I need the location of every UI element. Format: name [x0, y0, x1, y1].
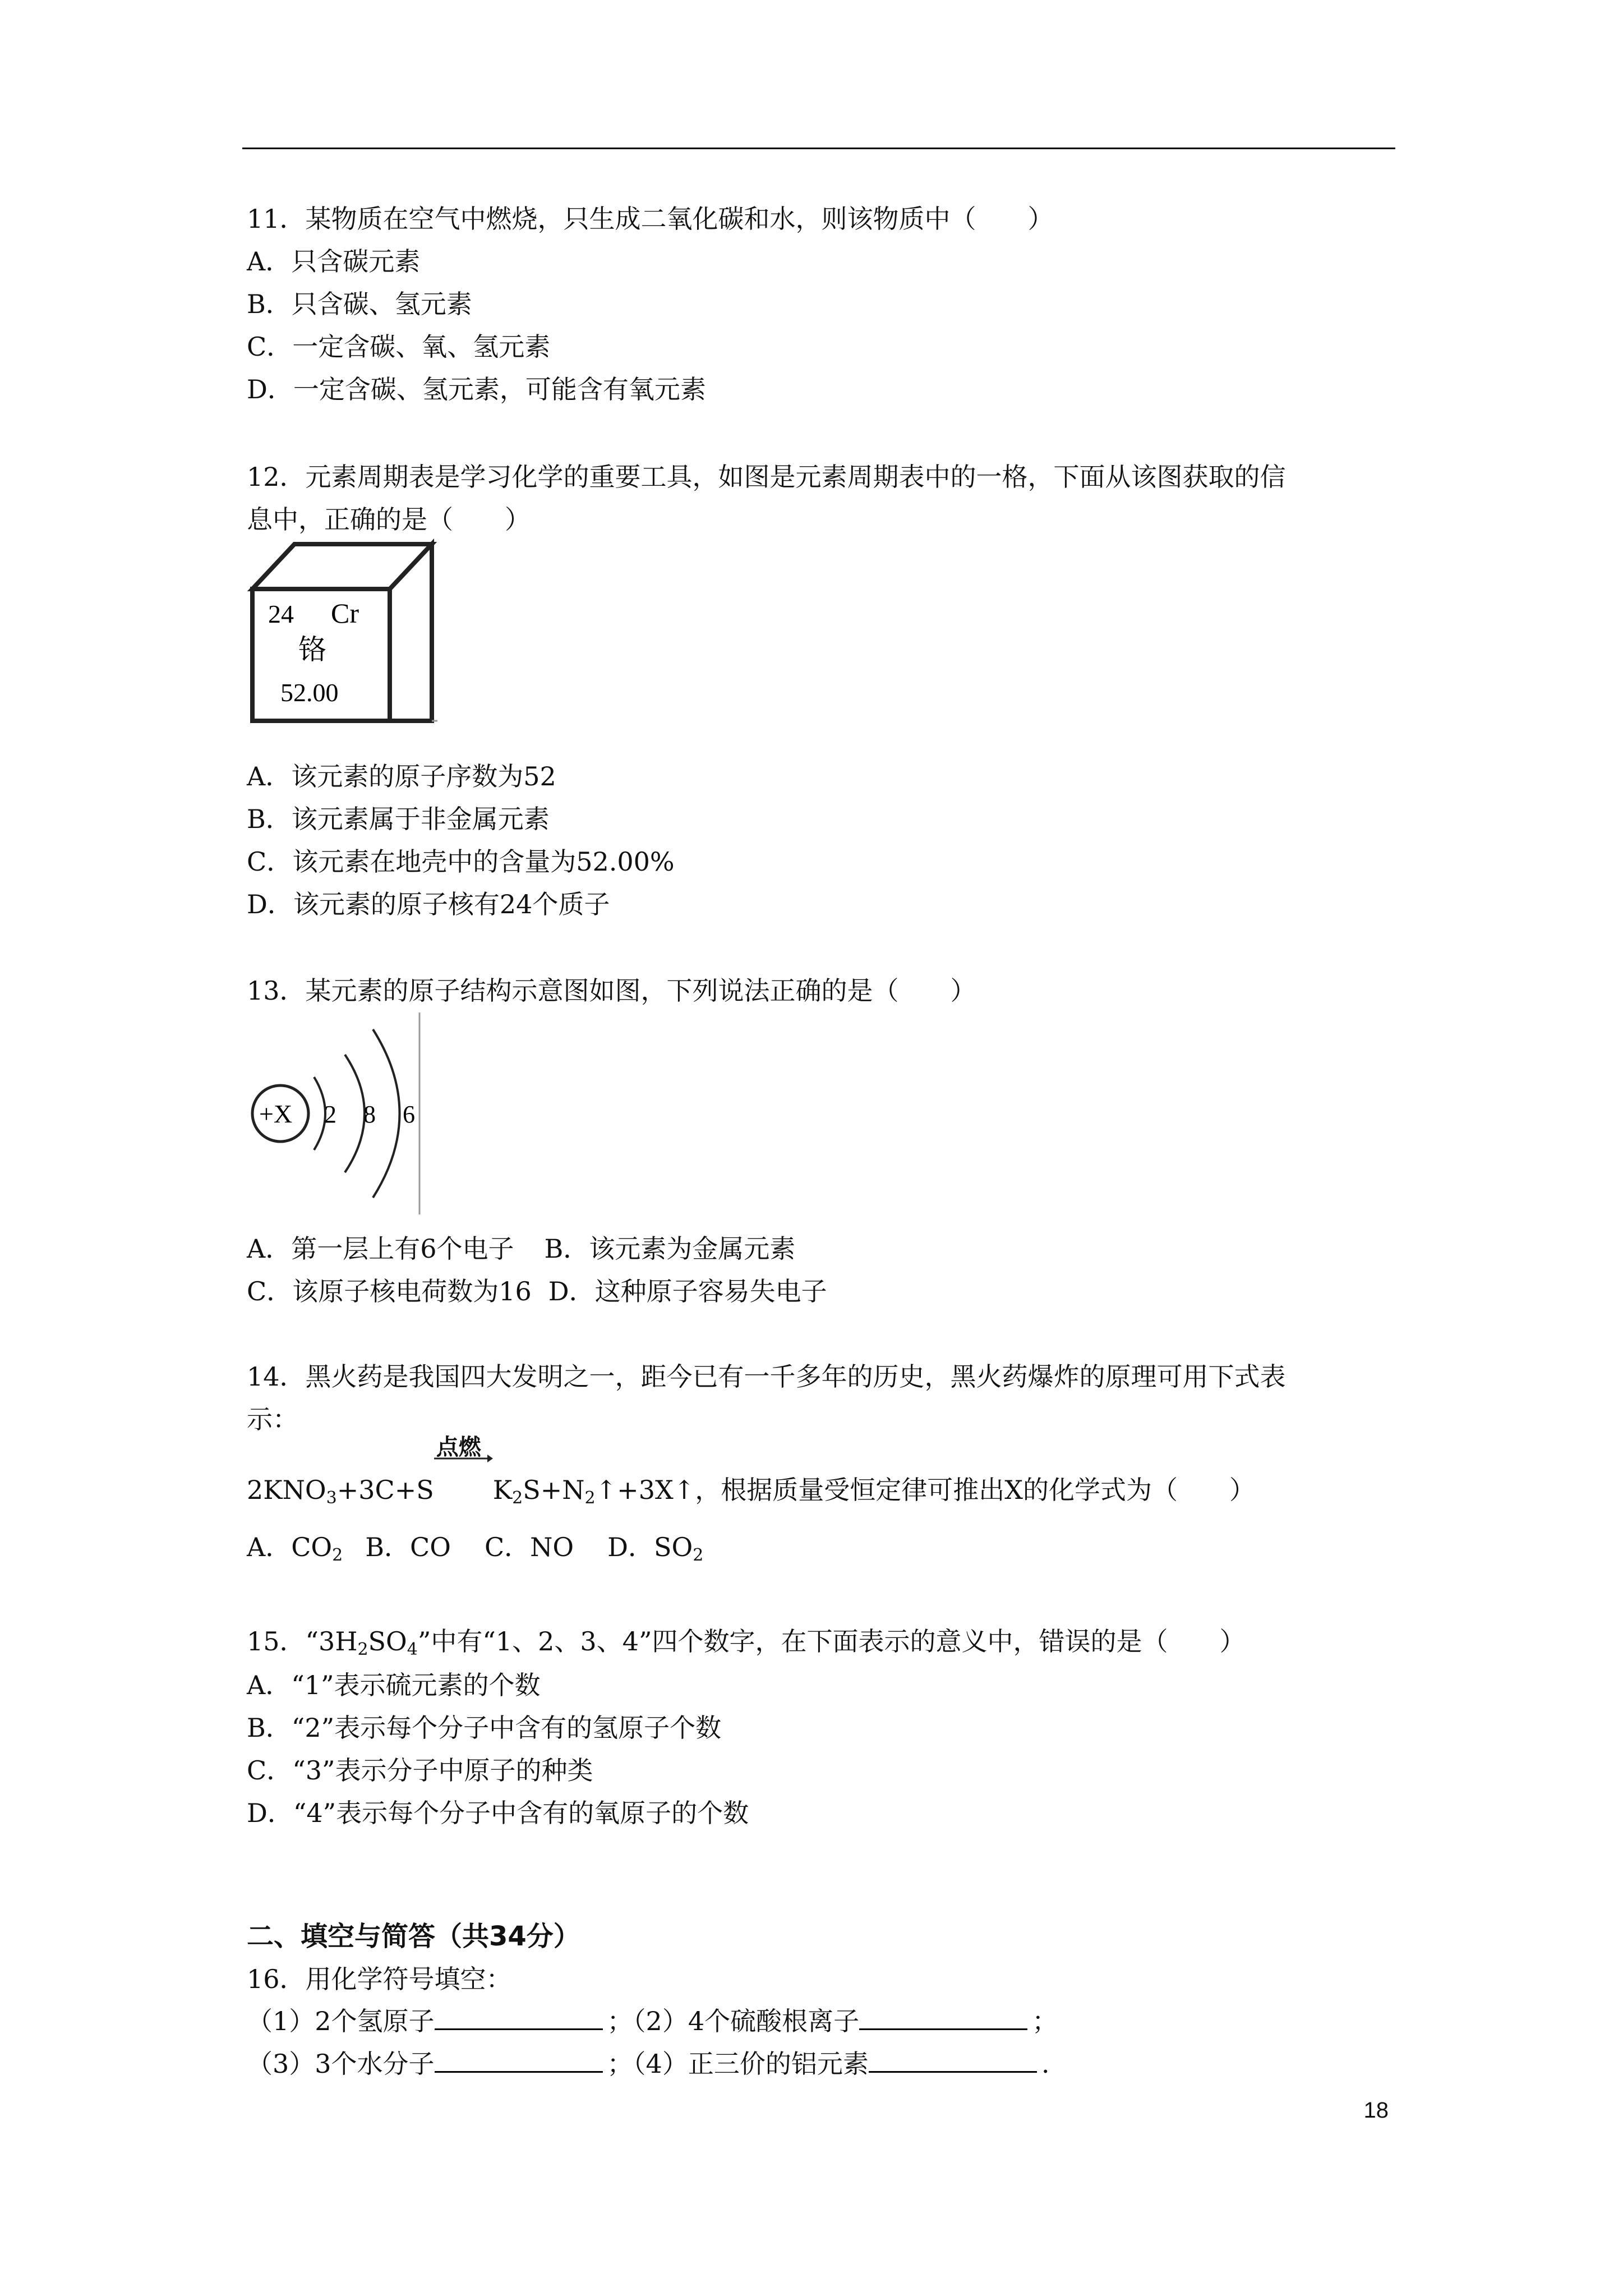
answer-blank-3[interactable]: [435, 2046, 603, 2073]
question-16-stem: 16．用化学符号填空：: [247, 1964, 512, 1994]
question-12: [247, 455, 1396, 541]
reaction-arrow: [434, 1434, 493, 1499]
question-stem: 11．某物质在空气中燃烧，只生成二氧化碳和水，则该物质中（ ）: [247, 204, 1054, 234]
question-15-options: [247, 1664, 1396, 1834]
shell-2-count: 8: [363, 1101, 376, 1128]
option-c: C．“3”表示分子中原子的种类: [247, 1755, 593, 1786]
question-13-options-row1: [247, 1232, 795, 1266]
question-stem-line2: 息中，正确的是（ ）: [247, 504, 531, 535]
option-b: B．CO: [365, 1532, 451, 1562]
question-14: [247, 1355, 1396, 1441]
question-11: [247, 197, 1396, 411]
question-13-options-row2: [247, 1274, 827, 1308]
element-cell-figure: [247, 539, 437, 726]
answer-blank-2[interactable]: [859, 2004, 1027, 2030]
option-c: C．NO: [484, 1532, 574, 1562]
option-b: B．该元素属于非金属元素: [247, 804, 550, 834]
option-b: B．只含碳、氢元素: [247, 289, 472, 319]
question-14-options: [247, 1530, 703, 1564]
atomic-number: 24: [268, 600, 294, 628]
option-d: D．“4”表示每个分子中含有的氧原子的个数: [247, 1798, 749, 1828]
question-12-options: [247, 755, 1396, 926]
option-a: A．第一层上有6个电子: [247, 1234, 514, 1264]
shell-1-count: 2: [324, 1101, 336, 1128]
question-stem-line2: 示：: [247, 1404, 298, 1434]
question-15-stem: 15．“$3H_2SO_4$”中有“1、2、3、4”四个数字，在下面表示的意义中，错误的是（ ）: [247, 1626, 1246, 1659]
shell-3-count: 6: [403, 1101, 415, 1128]
question-16-row1: （1）2个氢原子 ；（2）4个硫酸根离子 ；: [247, 2004, 1058, 2038]
element-symbol: Cr: [331, 597, 359, 629]
option-d: D．一定含碳、氢元素，可能含有氧元素: [247, 374, 706, 404]
element-name: 铬: [298, 633, 326, 666]
question-stem-line1: 14．黑火药是我国四大发明之一，距今已有一千多年的历史，黑火药爆炸的原理可用下式表: [247, 1361, 1286, 1392]
question-14-equation: $2KNO_3+3C+S$ 点燃 $K_2S+N_2↑+3X↑$，根据质量受恒定律可推出X的化学式为（ ）: [247, 1465, 1255, 1507]
option-c: C．该原子核电荷数为16: [247, 1276, 532, 1306]
answer-blank-4[interactable]: [869, 2046, 1037, 2073]
question-stem-line1: 12．元素周期表是学习化学的重要工具，如图是元素周期表中的一格，下面从该图获取的信: [247, 462, 1286, 492]
question-13-stem: 13．某元素的原子结构示意图如图，下列说法正确的是（ ）: [247, 976, 976, 1006]
option-a: A．$CO_2$: [247, 1532, 343, 1565]
section-heading: 二、填空与简答（共34分）: [247, 1921, 580, 1952]
option-d: D．该元素的原子核有24个质子: [247, 889, 610, 919]
reaction-condition: 点燃: [436, 1434, 481, 1460]
nucleus-label: +X: [259, 1099, 293, 1128]
answer-blank-1[interactable]: [435, 2004, 603, 2030]
page-number: 18: [1363, 2098, 1389, 2123]
question-16-row2: （3）3个水分子 ；（4）正三价的铝元素 .: [247, 2046, 1049, 2081]
option-d: D．这种原子容易失电子: [548, 1276, 827, 1306]
atom-structure-diagram: [247, 1013, 426, 1214]
option-a: A．“1”表示硫元素的个数: [247, 1670, 541, 1700]
option-c: C．该元素在地壳中的含量为52.00%: [247, 846, 675, 877]
option-c: C．一定含碳、氧、氢元素: [247, 332, 551, 362]
option-a: A．该元素的原子序数为52: [247, 761, 556, 792]
option-a: A．只含碳元素: [247, 246, 421, 277]
atomic-mass: 52.00: [280, 678, 339, 707]
option-d: D．$SO_2$: [607, 1532, 704, 1565]
option-b: B．该元素为金属元素: [544, 1234, 796, 1264]
header-rule: [242, 148, 1395, 149]
option-b: B．“2”表示每个分子中含有的氢原子个数: [247, 1713, 722, 1743]
